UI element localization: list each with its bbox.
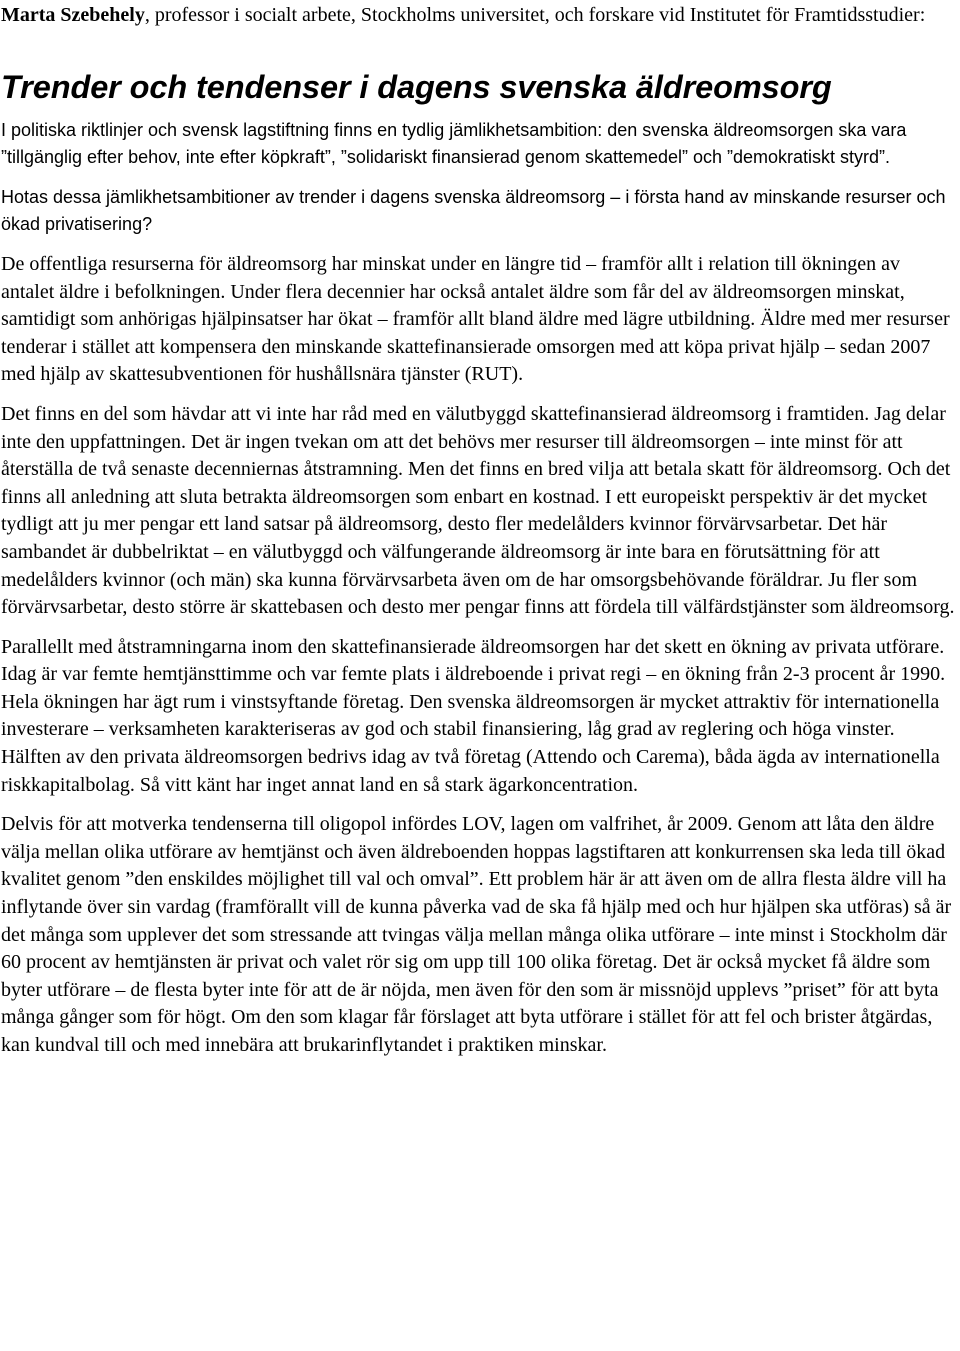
paragraph-financing: Det finns en del som hävdar att vi inte har råd med en välutbyggd skattefinansierad äldreomsorg i framtiden. Jag delar inte den uppfattningen. Det är ingen tvekan om att det behövs mer resurser till äldreomsorgen – inte minst för att återställa de två senaste decenniernas åtstramning. Men det finns en bred vilja att betala skatt för äldreomsorg. Och det finns all anledning att sluta betrakta äldreomsorgen som enbart en kostnad. I ett europeiskt perspektiv är det mycket tydligt att ju mer pengar ett land satsar på äldreomsorg, desto fler medelålders kvinnor förvärvsarbetar. Det här sambandet är dubbelriktat – en välutbyggd och välfungerande äldreomsorg är inte bara en förutsättning för att medelålders kvinnor (och män) ska kunna förvärvsarbeta även om de har omsorgsbehövande föräldrar. Ju fler som förvärvsarbetar, desto större är skattebasen och desto mer pengar finns att fördela till välfärdstjänster som äldreomsorg. xyxy=(1,402,955,619)
paragraph-privatisation: Parallellt med åtstramningarna inom den skattefinansierade äldreomsorgen har det skett en ökning av privata utförare. Idag är var femte hemtjänsttimme och var femte plats i äldreboende i privat regi – en ökning från 2-3 procent år 1990. Hela ökningen har ägt rum i vinstsyftande företag. Den svenska äldreomsorgen är mycket attraktiv för internationella investerare – verksamheten karakteriseras av god och stabil finansiering, låg grad av reglering och höga vinster. Hälften av den privata äldreomsorgen bedrivs idag av två företag (Attendo och Carema), båda ägda av internationella riskkapitalbolag. Så vitt känt har inget annat land en så stark ägarkoncentration. xyxy=(1,635,946,796)
paragraph-intro: I politiska riktlinjer och svensk lagstiftning finns en tydlig jämlikhetsambition: den svenska äldreomsorgen ska vara ”tillgänglig efter behov, inte efter köpkraft”, ”solidariskt finansierad genom skattemedel” och ”demokratiskt styrd”. xyxy=(1,119,907,168)
page-title: Trender och tendenser i dagens svenska äldreomsorg xyxy=(1,68,832,105)
byline xyxy=(1,0,958,30)
author-affiliation: , professor i socialt arbete, Stockholms universitet, och forskare vid Institutet för Framtidsstudier: xyxy=(144,4,926,26)
paragraph-lov: Delvis för att motverka tendenserna till oligopol infördes LOV, lagen om valfrihet, år 2009. Genom att låta den äldre välja mellan olika utförare av hemtjänst och även äldreboenden hoppas lagstiftaren att konkurrensen ska leda till ökad kvalitet genom ”den enskildes möjlighet till val och omval”. Ett problem här är att även om de allra flesta äldre vill ha inflytande över sin vardag (framförallt vill de kunna påverka vad de ska få hjälp med och hur hjälpen ska utföras) så är det många som upplever det som stressande att tvingas välja mellan många olika utförare – inte minst i Stockholm där 60 procent av hemtjänsten är privat och valet rör sig om upp till 100 olika företag. Det är också mycket få äldre som byter utförare – de flesta byter inte för att de är nöjda, men även för den som är missnöjd upplevs ”priset” för att byta många gånger som för högt. Om den som klagar får förslaget att byta utförare i stället för att fel och brister åtgärdas, kan kundval till och med innebära att brukarinflytandet i praktiken minskar. xyxy=(1,813,952,1056)
paragraph-question: Hotas dessa jämlikhetsambitioner av trender i dagens svenska äldreomsorg – i första hand av minskande resurser och ökad privatisering? xyxy=(1,186,946,235)
paragraph-resources: De offentliga resurserna för äldreomsorg har minskat under en längre tid – framför allt i relation till ökningen av antalet äldre i befolkningen. Under flera decennier har också antalet äldre som får del av äldreomsorgen minskat, samtidigt som anhörigas hjälpinsatser har ökat – framför allt bland äldre med lägre utbildning. Äldre med mer resurser tenderar i stället att kompensera den minskande skattefinansierade omsorgen med att köpa privat hjälp – sedan 2007 med hjälp av skattesubventionen för hushållsnära tjänster (RUT). xyxy=(1,252,950,386)
author-name: Marta Szebehely xyxy=(1,4,145,26)
